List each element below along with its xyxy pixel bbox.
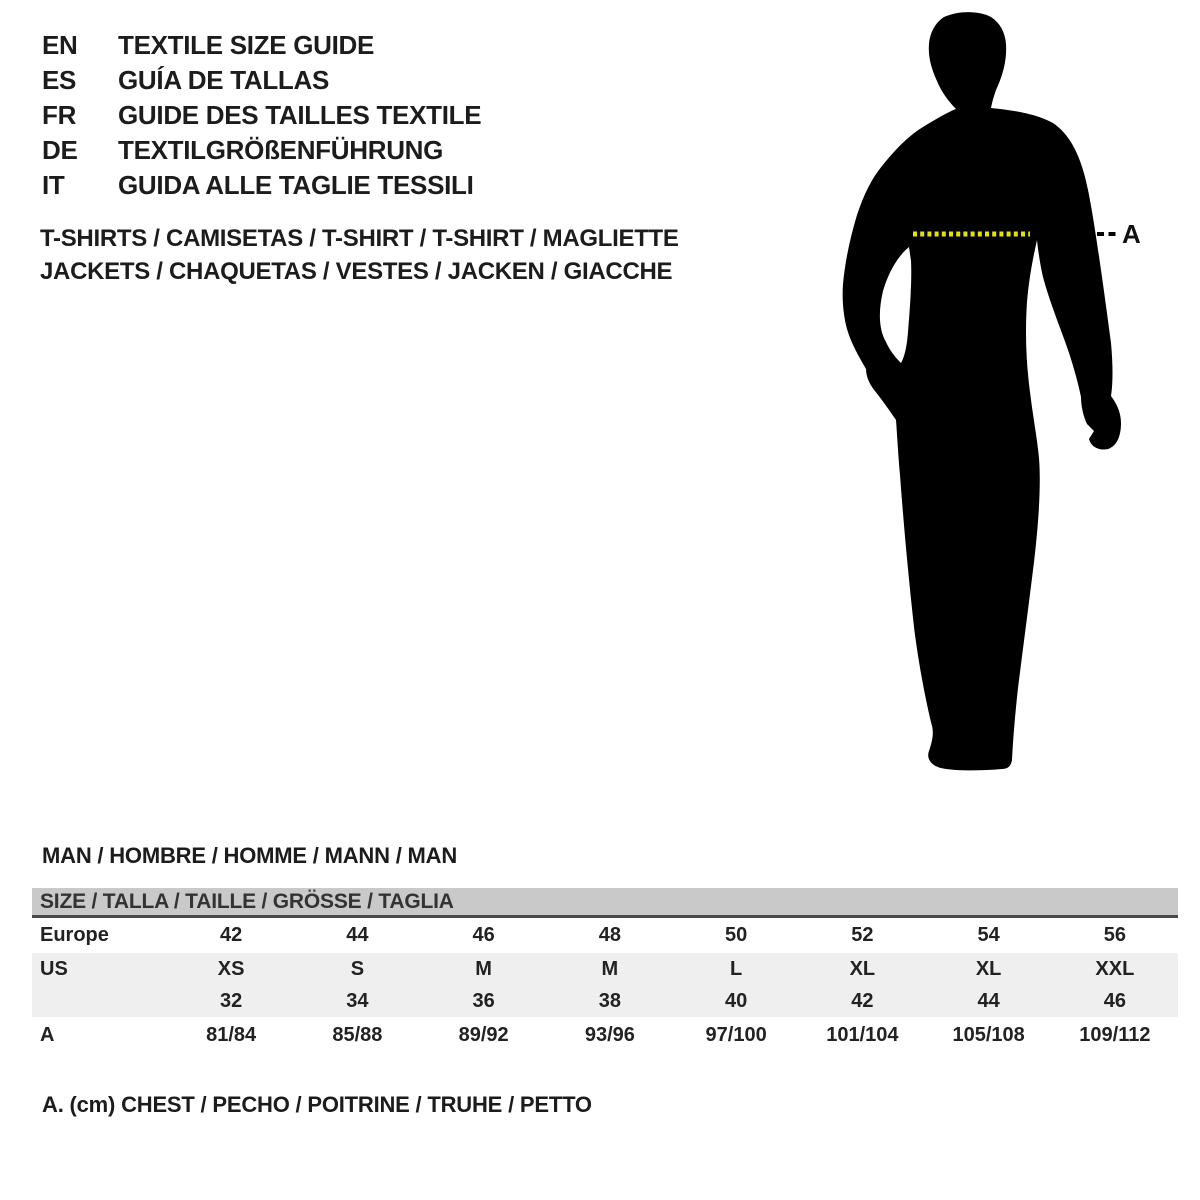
product-line-jackets: JACKETS / CHAQUETAS / VESTES / JACKEN / GIACCHE: [40, 258, 673, 285]
size-cell: M: [475, 957, 492, 980]
language-code: IT: [42, 170, 65, 200]
language-code: DE: [42, 135, 78, 165]
language-label: GUÍA DE TALLAS: [118, 65, 330, 95]
table-row-chest: [32, 1017, 1178, 1054]
row-label: A: [40, 1024, 55, 1046]
table-row-europe: [32, 918, 1178, 953]
size-cell: 48: [598, 924, 621, 946]
size-cell: S: [350, 957, 365, 980]
row-label: Europe: [40, 924, 109, 946]
size-cell: 38: [598, 989, 621, 1012]
size-cell: 34: [346, 989, 369, 1012]
language-row: [42, 133, 481, 168]
size-cell: 40: [725, 989, 748, 1012]
size-cell: 54: [977, 924, 1000, 946]
size-cell: 32: [220, 989, 243, 1012]
size-cell: L: [730, 957, 743, 980]
measurement-footnote: A. (cm) CHEST / PECHO / POITRINE / TRUHE / PETTO: [42, 1092, 592, 1117]
size-cell: 97/100: [705, 1024, 767, 1046]
size-cell: 85/88: [332, 1024, 383, 1046]
size-cell: 109/112: [1079, 1024, 1151, 1046]
size-cell: 93/96: [584, 1024, 635, 1046]
row-label: [32, 985, 168, 1017]
size-cell: 105/108: [952, 1024, 1025, 1046]
language-guide: [42, 28, 481, 203]
size-cell: XL: [849, 957, 876, 980]
table-row-numeric: [32, 985, 1178, 1017]
size-cell: XL: [975, 957, 1002, 980]
product-line-tshirts: T-SHIRTS / CAMISETAS / T-SHIRT / T-SHIRT / MAGLIETTE: [40, 225, 679, 252]
product-types: [40, 222, 679, 288]
language-code: ES: [42, 65, 77, 95]
language-label: TEXTILE SIZE GUIDE: [118, 30, 375, 60]
language-row: [42, 63, 481, 98]
size-cell: 56: [1103, 924, 1126, 946]
language-label: GUIDE DES TAILLES TEXTILE: [118, 100, 482, 130]
size-cell: XXL: [1095, 957, 1135, 980]
size-figure: [820, 0, 1190, 790]
man-silhouette: [820, 0, 1190, 790]
size-cell: 46: [472, 924, 495, 946]
language-label: TEXTILGRÖßENFÜHRUNG: [118, 135, 444, 165]
size-cell: M: [601, 957, 619, 980]
measurement-a-label: A: [1122, 219, 1141, 249]
row-label: US: [40, 957, 68, 980]
language-row: [42, 168, 481, 203]
size-cell: 52: [851, 924, 874, 946]
size-cell: 46: [1103, 989, 1126, 1012]
size-cell: 50: [725, 924, 748, 946]
size-cell: 42: [851, 989, 874, 1012]
language-code: EN: [42, 30, 78, 60]
size-table: [32, 918, 1178, 1054]
section-title-man: MAN / HOMBRE / HOMME / MANN / MAN: [42, 843, 458, 868]
language-label: GUIDA ALLE TAGLIE TESSILI: [118, 170, 474, 200]
size-cell: 81/84: [206, 1024, 257, 1046]
size-cell: 36: [472, 989, 495, 1012]
size-cell: 89/92: [458, 1024, 509, 1046]
language-code: FR: [42, 100, 77, 130]
size-cell: XS: [217, 957, 245, 980]
size-cell: 44: [977, 989, 1000, 1012]
language-row: [42, 98, 481, 133]
size-cell: 44: [346, 924, 369, 946]
size-table-header: SIZE / TALLA / TAILLE / GRÖSSE / TAGLIA: [32, 888, 1178, 918]
size-cell: 42: [220, 924, 243, 946]
table-row-us: [32, 953, 1178, 985]
size-table-section: [32, 888, 1178, 1054]
size-cell: 101/104: [826, 1024, 899, 1046]
language-row: [42, 28, 481, 63]
